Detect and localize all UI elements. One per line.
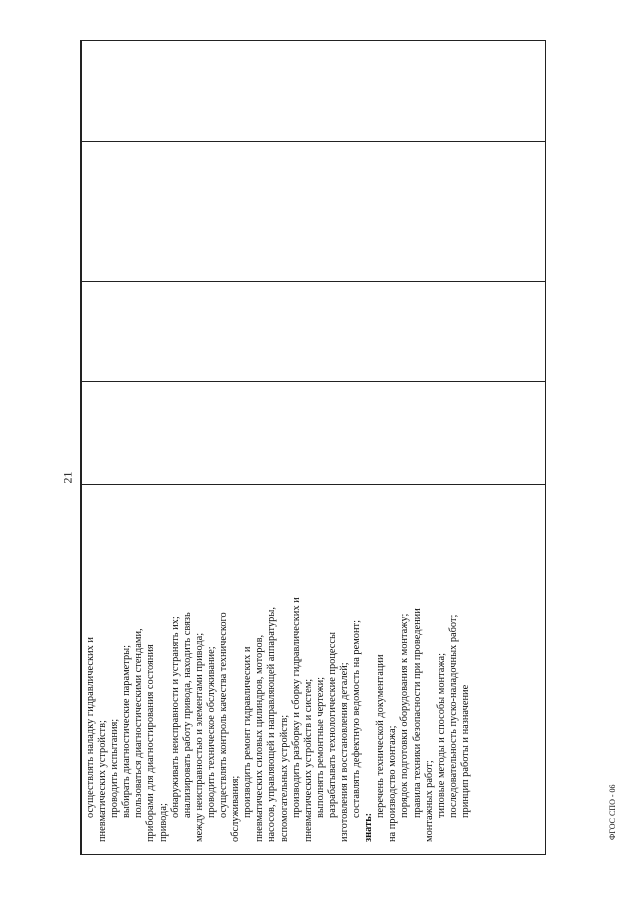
text-line: составлять дефектную ведомость на ремонт; (351, 620, 363, 818)
competency-text (85, 487, 540, 842)
text-line: проводить техническое обслуживание; (205, 646, 217, 818)
text-line: проводить испытания; (109, 718, 121, 818)
text-line: анализировать работу привода, находить связь (181, 612, 193, 818)
text-line: порядок подготовки оборудования к монтажу; (399, 613, 411, 818)
footer-label: ФГОС СПО - 06 (608, 784, 617, 840)
table-divider (81, 381, 545, 382)
text-line: осуществлять контроль качества технического (218, 612, 230, 818)
text-line: изготовления и восстановления деталей; (338, 662, 350, 842)
text-line: выбирать диагностические параметры; (121, 644, 133, 818)
text-line: насосов, управляющей и направляющей аппаратуры, (266, 607, 278, 842)
table-divider (81, 484, 545, 485)
text-line: принцип работы и назначение (459, 684, 471, 818)
table-left-border (81, 41, 82, 854)
table-divider (81, 141, 545, 142)
text-line: осуществлять наладку гидравлических и (85, 637, 96, 818)
text-line: разрабатывать технологические процессы (326, 631, 338, 818)
page-number: 21 (60, 471, 75, 484)
text-line: монтажных работ; (423, 760, 435, 842)
text-line: типовые методы и способы монтажа; (435, 652, 447, 818)
text-line: пользоваться диагностическими стендами, (133, 628, 145, 818)
text-line: перечень технической документации (375, 654, 387, 818)
text-line: привода; (157, 803, 169, 842)
text-line: пневматических силовых цилиндров, моторов, (254, 634, 266, 842)
text-line: производить разборку и сборку гидравлических и (290, 597, 302, 818)
text-line: обслуживания; (230, 775, 242, 842)
text-line: обнаруживать неисправности и устранять их; (169, 616, 181, 818)
text-line: правила техники безопасности при проведении (411, 608, 423, 818)
text-line: вспомогательных устройств; (278, 714, 290, 842)
text-line: выполнять ремонтные чертежи; (314, 676, 326, 818)
text-line: между неисправностью и элементами привода; (193, 632, 205, 842)
text-lines (85, 487, 472, 842)
table-divider (81, 281, 545, 282)
text-line: на производство монтажа; (387, 725, 399, 842)
text-line: пневматических устройств и систем; (302, 678, 314, 842)
text-line: пневматических устройств; (97, 720, 109, 842)
text-line: производить ремонт гидравлических и (242, 646, 254, 818)
text-line: последовательность пуско-наладочных работ; (447, 614, 459, 818)
text-line: приборами для диагностирования состояния (145, 644, 157, 842)
text-line: знать: (363, 812, 375, 842)
